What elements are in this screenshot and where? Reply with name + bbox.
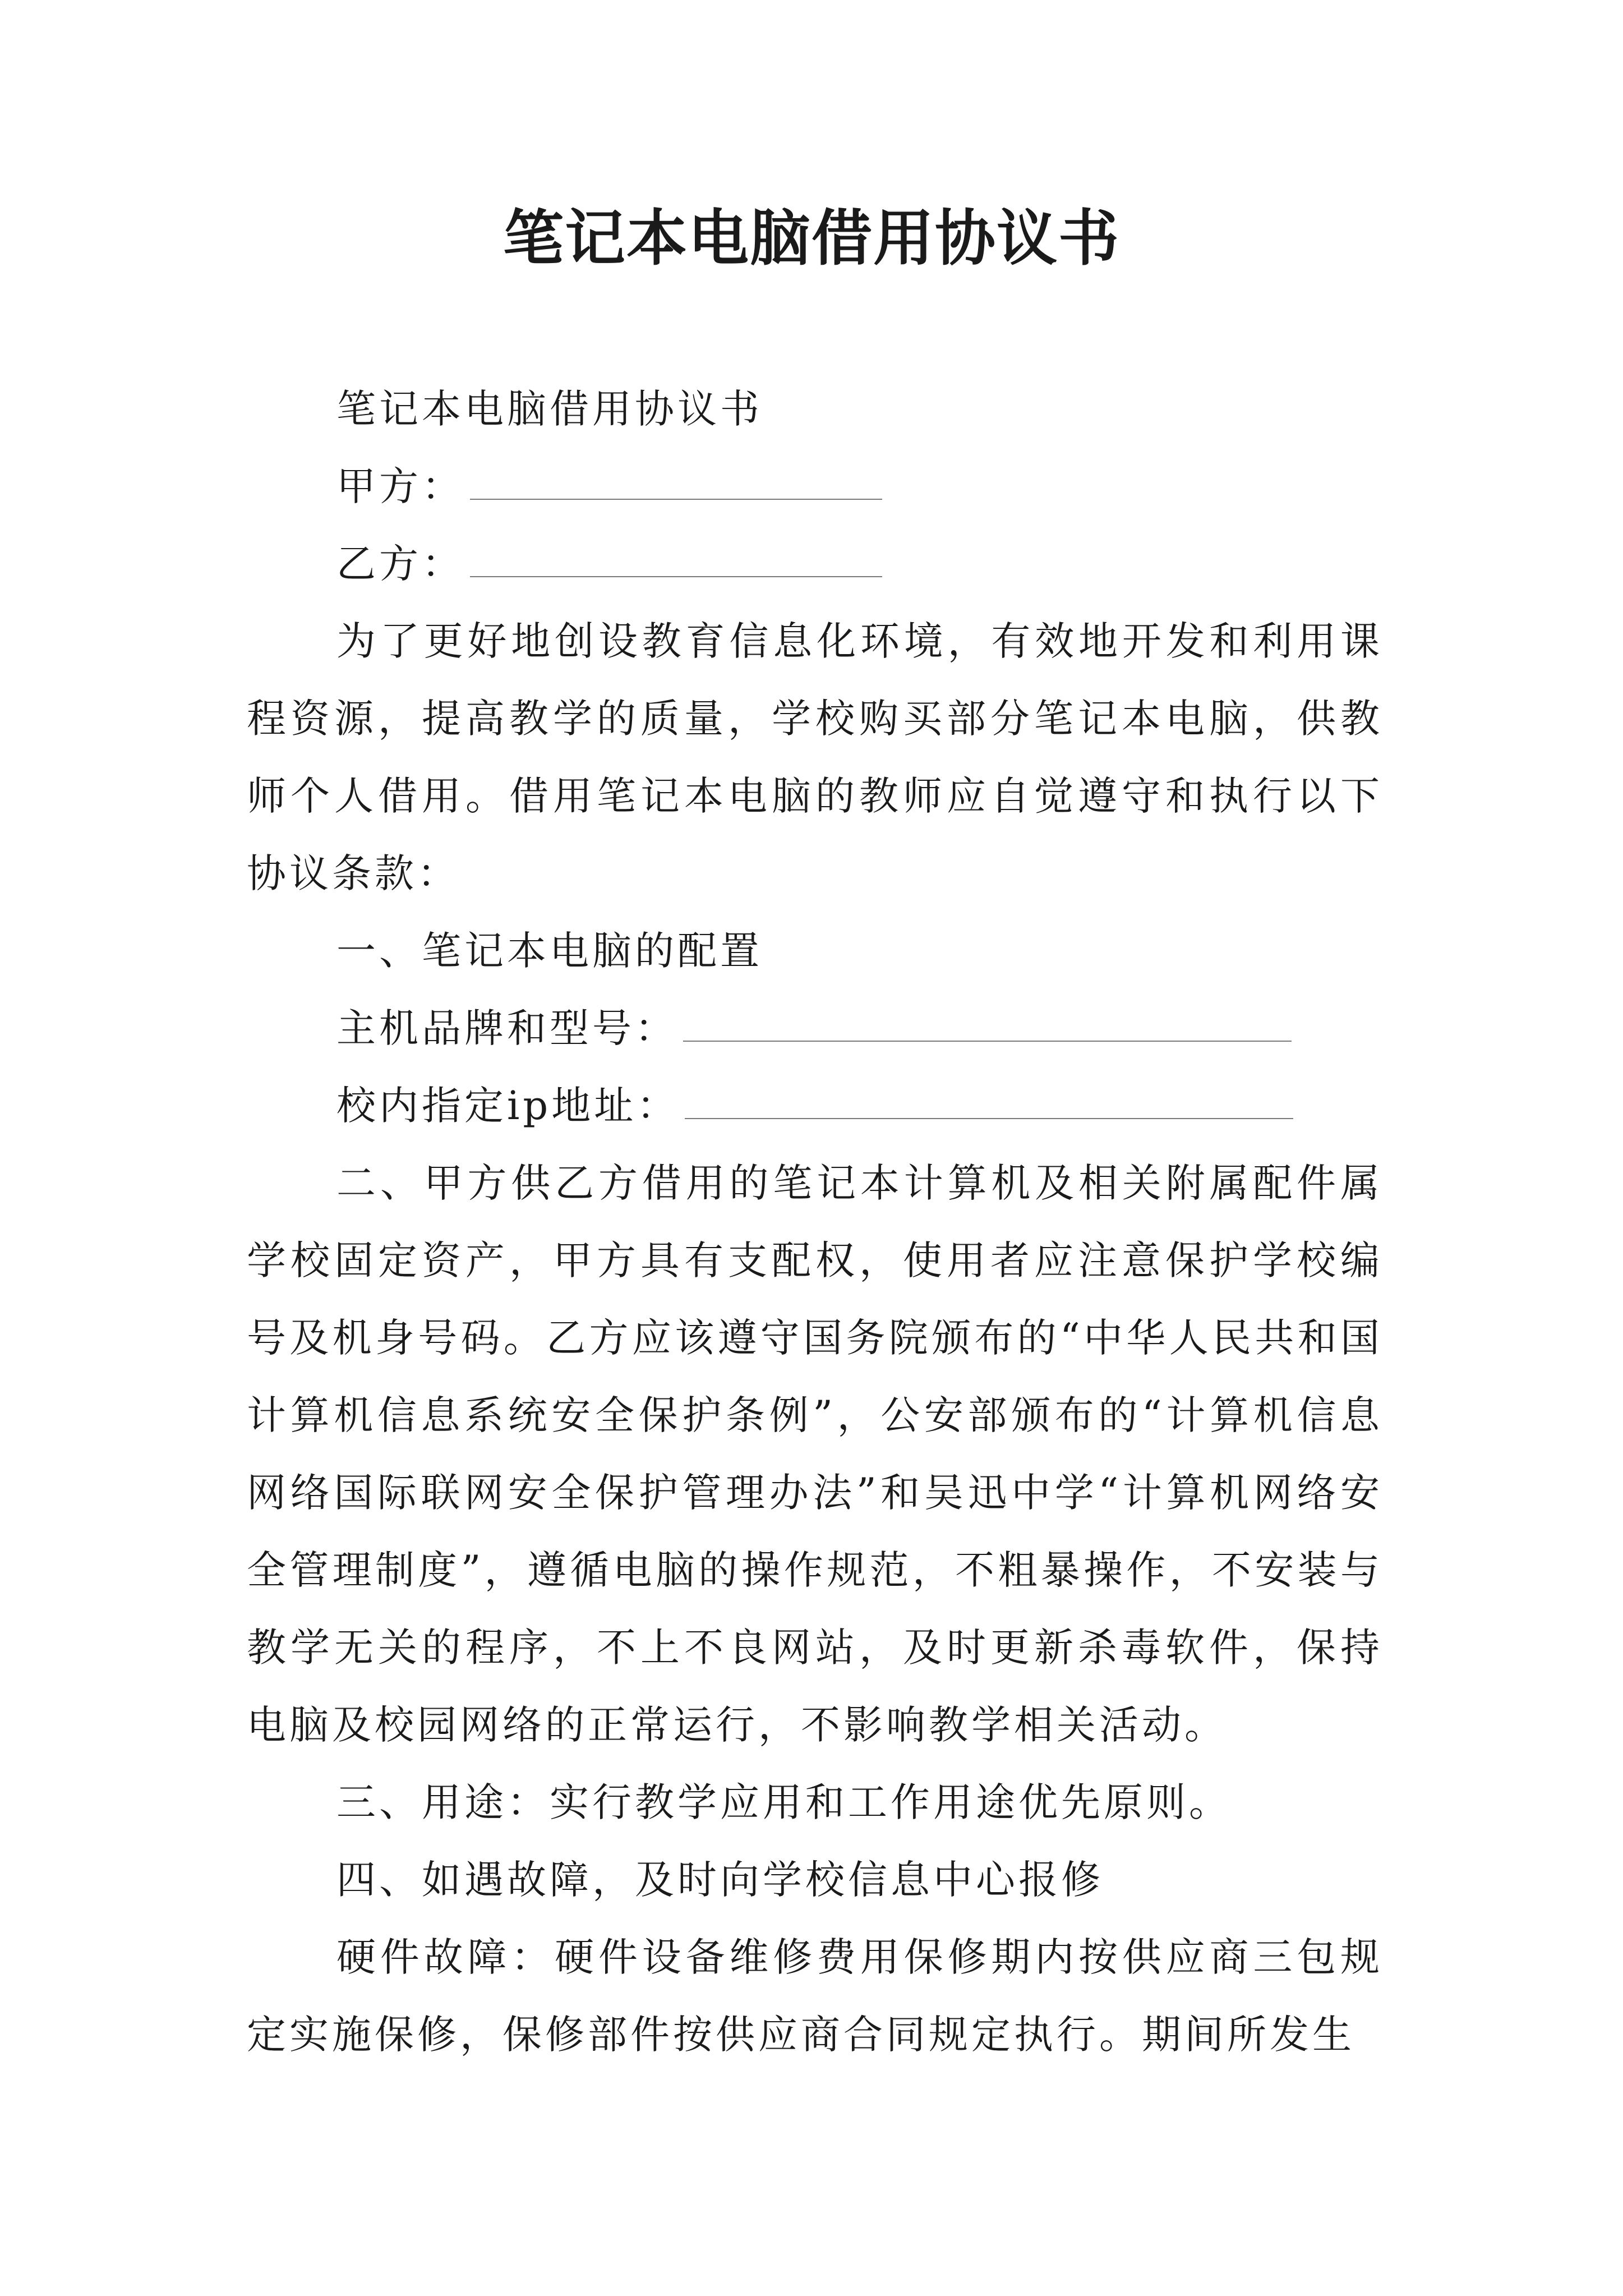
section3-paragraph: 三、用途：实行教学应用和工作用途优先原则。	[336, 1779, 1232, 1825]
brand-model-blank	[683, 1018, 1292, 1042]
section4-heading: 四、如遇故障，及时向学校信息中心报修	[336, 1857, 1104, 1903]
brand-model-label: 主机品牌和型号：	[336, 1005, 677, 1051]
ip-address-label: 校内指定ip地址：	[336, 1083, 680, 1129]
party-b-label: 乙方：	[336, 541, 464, 587]
party-b-line	[247, 525, 1383, 602]
document-body	[247, 370, 1383, 2073]
ip-address-blank	[685, 1096, 1293, 1119]
party-a-label: 甲方：	[336, 463, 464, 509]
section2-paragraph: 二、甲方供乙方借用的笔记本计算机及相关附属配件属学校固定资产，甲方具有支配权，使用者应注意保护学校编号及机身号码。乙方应该遵守国务院颁布的“中华人民共和国计算机信息系统安全保护条例”，公安部颁布的“计算机信息网络国际联网安全保护管理办法”和吴迅中学“计算机网络安全管理制度”，遵循电脑的操作规范，不粗暴操作，不安装与教学无关的程序，不上不良网站，及时更新杀毒软件，保持电脑及校园网络的正常运行，不影响教学相关活动。	[247, 1160, 1383, 1748]
ip-address-line	[247, 1067, 1383, 1144]
hardware-paragraph: 硬件故障：硬件设备维修费用保修期内按供应商三包规定实施保修，保修部件按供应商合同规定执行。期间所发生	[247, 1934, 1383, 2058]
party-a-blank	[470, 476, 882, 500]
section1-heading: 一、笔记本电脑的配置	[336, 928, 763, 974]
brand-model-line	[247, 990, 1383, 1067]
intro-paragraph: 为了更好地创设教育信息化环境，有效地开发和利用课程资源，提高教学的质量，学校购买部分笔记本电脑，供教师个人借用。借用笔记本电脑的教师应自觉遵守和执行以下协议条款：	[247, 618, 1383, 896]
party-a-line	[247, 448, 1383, 525]
document-title: 笔记本电脑借用协议书	[502, 203, 1120, 274]
party-b-blank	[470, 554, 882, 577]
document-subtitle: 笔记本电脑借用协议书	[336, 386, 763, 432]
